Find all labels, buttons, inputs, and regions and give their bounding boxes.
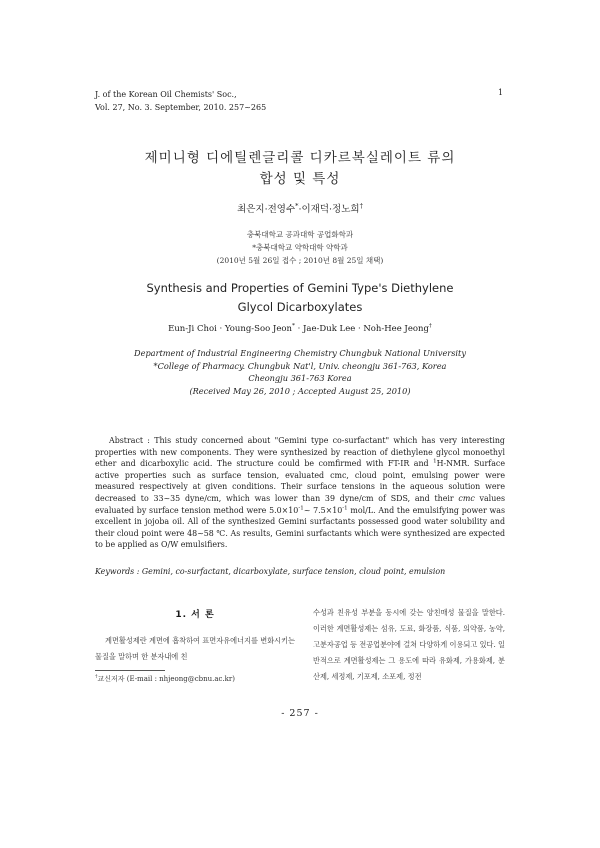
abstract-label: Abstract [109,436,144,445]
korean-title-line2: 합성 및 특성 [259,171,341,187]
korean-author-mark1: * [295,201,299,210]
abstract-text-2: H-NMR. Surface active properties such as surface tension, evaluated cmc, cloud point, emulsing power were measured respectively at given conditions. Their surface tensions in the aqueous solution were decreased to 33~35 dyne/cm, which was lower than 39 dyne/cm of SDS, and their [95,459,505,503]
english-title-line1: Synthesis and Properties of Gemini Type's Diethylene [146,281,454,295]
abstract-text-3: values evaluated by surface tension method were 5.0×10 [95,493,505,515]
english-author-mark2: † [428,322,432,330]
abstract-exp2: -1 [342,504,348,511]
footnote [95,674,235,684]
abstract [95,435,505,551]
journal-name: J. of the Korean Oil Chemists' Soc., [95,90,237,99]
intro-left-text: 계면활성제란 계면에 흡착하여 표면자유에너지를 변화시키는 물질을 말하며 한 분자내에 친 [95,636,295,661]
korean-author-mark2: † [359,201,363,210]
section-heading-introduction: 1. 서 론 [175,610,215,620]
footnote-rule [95,670,165,671]
english-authors-part1: Eun-Ji Choi · Young-Soo Jeon [168,324,292,334]
korean-received: (2010년 5월 26일 접수 ; 2010년 8월 25일 채택) [216,256,384,265]
korean-affiliation1: 충북대학교 공과대학 공업화학과 [246,230,354,239]
page-folio: - 257 - [281,708,319,719]
english-authors [0,324,600,334]
korean-affiliation2: *충북대학교 약학대학 약학과 [252,243,348,252]
english-affiliation2: *College of Pharmacy. Chungbuk Nat'l, Univ. cheongju 361-763, Korea [153,360,447,371]
english-title-line2: Glycol Dicarboxylates [237,300,363,314]
english-title [0,279,600,317]
intro-right-column: 수성과 친유성 부분을 동시에 갖는 양친매성 물질을 말한다. 이러한 계면활성제는 섬유, 도료, 화장품, 식품, 의약품, 농약, 고분자공업 등 전공업분야에 걸쳐 다양하게 이용되고 있다. 일반적으로 계면활성제는 그 용도에 따라 유화제, 가용화제, 분산제, 세정제, 기포제, 소포제, 정전 [313,608,505,681]
abstract-cmc: cmc [458,493,475,503]
abstract-exp1: -1 [298,504,304,511]
abstract-text-1: This study concerned about "Gemini type co-surfactant" which has very interesting properties with new components. They were synthesized by reaction of diethylene glycol monoethyl ether and dicarboxylic acid. The structure could be comfirmed with FT-IR and [95,436,505,469]
english-affiliation3: Cheongju 361-763 Korea [248,373,352,383]
english-received: (Received May 26, 2010 ; Accepted August 25, 2010) [189,385,411,396]
english-author-mark1: * [291,322,295,330]
korean-authors-part1: 최은지·전영수 [237,204,296,215]
korean-authors [0,201,600,215]
english-affiliations [0,347,600,397]
intro-left-column [95,633,295,665]
english-affiliation1: Department of Industrial Engineering Chemistry Chungbuk National University [134,348,466,358]
english-authors-part2: · Jae-Duk Lee · Noh-Hee Jeong [294,324,429,334]
page-number: 1 [498,88,504,97]
abstract-separator: : [143,436,155,445]
journal-volume: Vol. 27, No. 3. September, 2010. 257~265 [95,103,267,112]
journal-citation [95,88,266,114]
footnote-mark: † [95,673,98,680]
abstract-text-4: ~ 7.5×10 [303,505,343,515]
korean-affiliations [0,228,600,267]
korean-title-line1: 제미니형 디에틸렌글리콜 디카르복실레이트 류의 [144,150,456,166]
abstract-sup-h: 1 [433,458,437,465]
abstract-text-5: mol/L. And the emulsifying power was excellent in jojoba oil. All of the synthesized Gemini surfactants possessed good water solubility and their cloud point were 48~58 ℃. As results, Gemini surfactants which were synthesized are expected to be applied as O/W emulsifiers. [95,505,505,550]
keywords: Keywords : Gemini, co-surfactant, dicarboxylate, surface tension, cloud point, emulsion [95,567,446,576]
footnote-text: 교신저자 (E-mail : nhjeong@cbnu.ac.kr) [97,675,235,683]
korean-authors-part2: ·이재덕·정노희 [298,204,360,215]
